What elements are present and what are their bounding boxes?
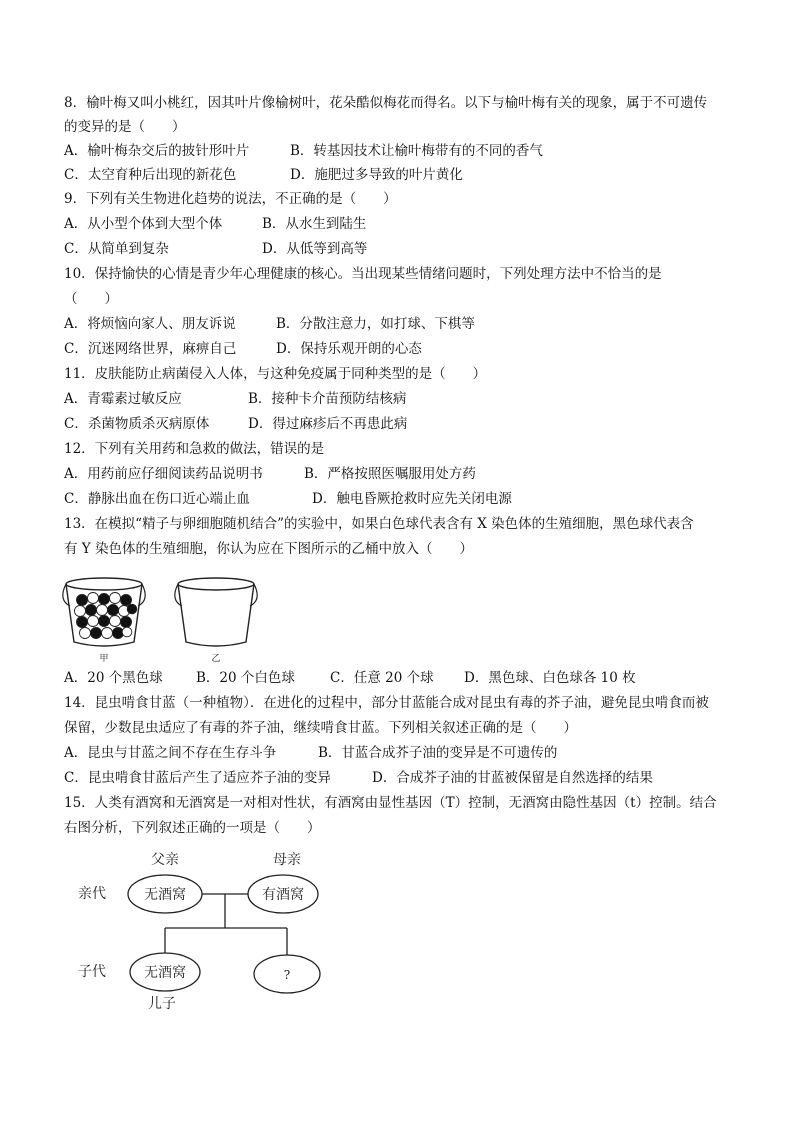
q10-option-d: D．保持乐观开朗的心态 (276, 341, 422, 357)
q12-option-b: B．严格按照医嘱服用处方药 (304, 466, 476, 482)
son-label: 儿子 (148, 996, 176, 1012)
balls (75, 593, 137, 639)
q13-stem-line2: 有 Y 染色体的生殖细胞，你认为应在下图所示的乙桶中放入（ ） (64, 541, 473, 557)
q11-option-c: C．杀菌物质杀灭病原体 (64, 416, 210, 432)
bucket-jia-label: 甲 (99, 654, 109, 664)
q9-stem: 9．下列有关生物进化趋势的说法，不正确的是（ ） (64, 191, 397, 207)
q14-stem-line1: 14．昆虫啃食甘蓝（一种植物）．在进化的过程中，部分甘蓝能合成对昆虫有毒的芥子油，避免昆虫啃食而被 (64, 695, 709, 711)
q8-option-b: B．转基因技术让榆叶梅带有的不同的香气 (290, 143, 543, 159)
parent-generation-label: 亲代 (78, 886, 106, 902)
q9-option-b: B．从水生到陆生 (262, 216, 367, 232)
father-label: 父亲 (151, 852, 179, 868)
q12-stem: 12．下列有关用药和急救的做法，错误的是 (64, 441, 325, 457)
q14-option-b: B．甘蓝合成芥子油的变异是不可遗传的 (318, 745, 558, 761)
q13-stem-line1: 13．在模拟“精子与卵细胞随机结合”的实验中，如果白色球代表含有 X 染色体的生殖细胞，黑色球代表含 (64, 516, 694, 532)
son-trait: 无酒窝 (144, 965, 186, 981)
q15-pedigree-diagram (70, 846, 340, 1016)
q10-stem-line2: （ ） (64, 291, 118, 307)
q15-stem-line2: 右图分析，下列叙述正确的一项是（ ） (64, 820, 321, 836)
q9-option-c: C．从简单到复杂 (64, 241, 169, 257)
q14-option-c: C．昆虫啃食甘蓝后产生了适应芥子油的变异 (64, 770, 331, 786)
q8-option-c: C．太空育种后出现的新花色 (64, 167, 237, 183)
q9-option-a: A．从小型个体到大型个体 (64, 216, 223, 232)
unknown-child-mark: ? (283, 968, 291, 982)
mother-label: 母亲 (273, 852, 301, 868)
q10-option-b: B．分散注意力，如打球、下棋等 (276, 316, 475, 332)
q13-option-b: B．20 个白色球 (196, 670, 295, 686)
q12-option-a: A．用药前应仔细阅读药品说明书 (64, 466, 263, 482)
q8-option-a: A．榆叶梅杂交后的披针形叶片 (64, 143, 250, 159)
q10-option-c: C．沉迷网络世界，麻痹自己 (64, 341, 237, 357)
q15-stem-line1: 15．人类有酒窝和无酒窝是一对相对性状，有酒窝由显性基因（T）控制，无酒窝由隐性基因（t）控制。结合 (64, 795, 717, 811)
q11-option-b: B．接种卡介苗预防结核病 (248, 391, 407, 407)
q12-option-c: C．静脉出血在伤口近心端止血 (64, 491, 250, 507)
father-trait: 无酒窝 (144, 887, 186, 903)
q8-stem-line1: 8．榆叶梅又叫小桃红，因其叶片像榆树叶，花朵酷似梅花而得名。以下与榆叶梅有关的现象，属于不可遗传 (64, 95, 708, 111)
q8-option-d: D．施肥过多导致的叶片黄化 (290, 167, 463, 183)
q13-option-a: A．20 个黑色球 (64, 670, 163, 686)
mother-trait: 有酒窝 (262, 887, 304, 903)
q13-bucket-figure (60, 570, 270, 665)
q14-option-a: A．昆虫与甘蓝之间不存在生存斗争 (64, 745, 277, 761)
q8-stem-line2: 的变异的是（ ） (64, 119, 186, 135)
bucket-yi-label: 乙 (211, 654, 221, 664)
q12-option-d: D．触电昏厥抢救时应先关闭电源 (312, 491, 512, 507)
q11-option-a: A．青霉素过敏反应 (64, 391, 182, 407)
q10-option-a: A．将烦恼向家人、朋友诉说 (64, 316, 236, 332)
q11-option-d: D．得过麻疹后不再患此病 (248, 416, 408, 432)
bucket-jia (63, 578, 145, 646)
q9-option-d: D．从低等到高等 (262, 241, 368, 257)
q13-option-d: D．黑色球、白色球各 10 枚 (464, 670, 636, 686)
child-generation-label: 子代 (78, 964, 106, 980)
q14-stem-line2: 保留，少数昆虫适应了有毒的芥子油，继续啃食甘蓝。下列相关叙述正确的是（ ） (64, 720, 577, 736)
q13-option-c: C．任意 20 个球 (330, 670, 434, 686)
q14-option-d: D．合成芥子油的甘蓝被保留是自然选择的结果 (372, 770, 653, 786)
q10-stem-line1: 10．保持愉快的心情是青少年心理健康的核心。当出现某些情绪问题时，下列处理方法中不恰当的是 (64, 266, 662, 282)
q11-stem: 11．皮肤能防止病菌侵入人体，与这种免疫属于同种类型的是（ ） (64, 366, 487, 382)
bucket-yi (175, 578, 257, 646)
